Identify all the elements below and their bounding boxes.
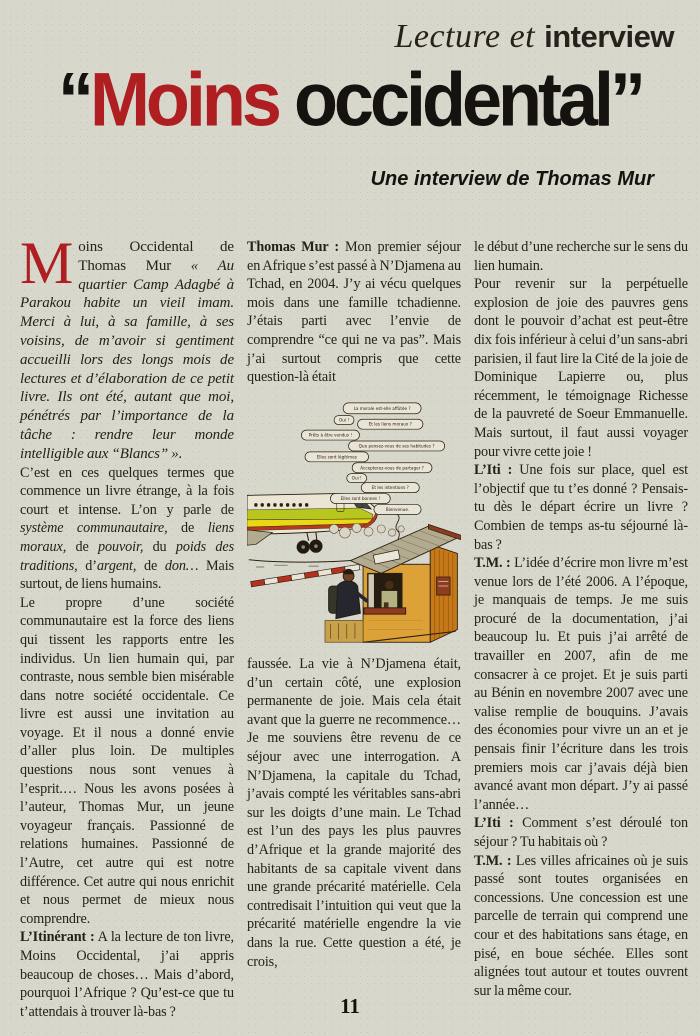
speech-bubble-text: Oui ! — [351, 475, 362, 481]
speech-bubble — [352, 462, 432, 472]
text-run: Mon premier séjour en Afrique s’est passé à N’Djamena au Tchad, en 2004. J’y ai vécu quelques mois dans une famille tchadienne. J’étais parti avec l’envie de comprendre “ce qui ne va pas”. Mais j’ai surtout compris que cette question-là était — [247, 239, 461, 386]
text-run: L’Itinérant : — [20, 929, 95, 946]
text-run: Thomas Mur : — [247, 239, 339, 255]
speech-bubble-text: Bienvenue. — [385, 506, 410, 512]
text-run: de — [136, 557, 165, 574]
text-run: oins Occidental de Thomas Mur — [78, 239, 234, 274]
customs-cartoon-illustration — [247, 392, 461, 651]
text-run: de — [66, 538, 98, 555]
text-run: T.M. : — [474, 852, 512, 869]
customs-booth — [350, 524, 461, 642]
text-run: argent, — [96, 557, 137, 574]
text-run: Comment s’est déroulé ton séjour ? Tu habitais où ? — [474, 815, 688, 850]
title-open-quote: “ — [57, 57, 90, 143]
speech-bubble-text: Prêts à être vendus ! — [308, 432, 353, 438]
paragraph — [474, 238, 688, 275]
speech-bubble-text: Accepterez-vous de partager ? — [360, 465, 424, 471]
speech-bubble — [374, 504, 421, 514]
speech-bubble — [347, 473, 367, 482]
paragraph — [474, 554, 688, 814]
kicker-bold-text: interview — [544, 19, 674, 54]
text-run: liens moraux, — [20, 520, 234, 555]
text-run: le début d’une recherche sur le sens du lien humain. — [474, 239, 688, 274]
paragraph — [20, 230, 235, 464]
paragraph — [474, 852, 688, 1001]
text-run: don… — [164, 557, 199, 574]
kicker-italic-text: Lecture et — [394, 18, 545, 55]
speech-bubble — [343, 403, 421, 414]
paragraph — [474, 461, 688, 554]
text-run: Les villes africaines où je suis passé sont toutes organisées en concessions. Une concession est une parcelle de terrain qui comprend une cour et des habitations sans étage, en pisé, en boue séchée. Elles sont alignées tout autour et toutes ouvrent sur la même cour. — [474, 852, 688, 999]
paragraph — [247, 238, 461, 387]
speech-bubble-text: Que pensez-vous de ses habitudes ? — [358, 443, 435, 449]
text-run: d’ — [77, 557, 97, 574]
column-3 — [474, 238, 688, 1021]
text-run: A la lecture de ton livre, Moins Occidental, j’ai appris beaucoup de choses… Mais d’abord, pourquoi l’Afrique ? Qu’est-ce que tu t’attendais à trouver là-bas ? — [20, 929, 234, 1020]
speech-bubble-text: Et les intentions ? — [371, 484, 409, 490]
column-2-top — [247, 238, 461, 387]
paragraph — [474, 275, 688, 461]
speech-bubble — [349, 441, 445, 451]
column-2 — [247, 238, 461, 1021]
speech-bubble — [301, 430, 359, 440]
speech-bubble — [361, 482, 419, 492]
text-run: C’est en ces quelques termes que commence un livre étrange, à la fois court et intense. L’on y parle de — [20, 464, 234, 518]
text-run: L’Iti : — [474, 462, 513, 479]
text-run: faussée. La vie à N’Djamena était, d’un certain côté, une explosion permanente de joie. Mais cela était avant que la guerre ne recommence… Je me souviens être revenu de ce séjour avec une interrogation. A N’Djamena, la capitale du Tchad, j’avais compté les véritables sans-abri sur les doigts d’une main. Le Tchad est l’un des pays les plus pauvres d’Afrique et la grande majorité des habitants de sa capitale vivent dans une grande précarité matérielle. Cela contredisait l’intuition qui veut que la précarité matérielle engendre la vie dans la rue. Cette question a été, je crois, — [247, 656, 461, 970]
title-word-red: Moins — [89, 57, 278, 143]
speech-bubble — [334, 415, 354, 424]
speech-bubble-text: La morale est-elle affûtée ? — [353, 405, 411, 411]
section-kicker — [394, 18, 674, 56]
article-title — [0, 57, 700, 143]
article-body — [20, 230, 688, 1021]
paragraph — [20, 928, 234, 1021]
speech-bubble — [358, 419, 423, 429]
text-run: pouvoir, — [97, 538, 144, 555]
speech-bubble-text: Elles sont légitimes — [316, 454, 357, 460]
text-run: Pour revenir sur la perpétuelle explosion de joie des pauvres gens dont le pouvoir d’achat est peut-être dix fois inférieur à celui d’un sans-abri parisien, il faut lire la Cité de la joie de Dominique Lapierre ou, plus récemment, le témoignage Richesse de la pauvreté de Soeur Emmanuelle. Mais surtout, il faut aussi voyager pour vivre cette joie ! — [474, 276, 688, 460]
text-run: L’Iti : — [474, 815, 514, 832]
paragraph — [247, 655, 461, 971]
counter-ledge — [364, 608, 406, 614]
speech-bubble — [305, 452, 368, 462]
text-run: du — [143, 538, 176, 555]
ground-lines — [249, 559, 360, 566]
text-run: L’idée d’écrire mon livre m’est venue lors de l’été 2006. A l’époque, je manquais de temps. Je me suis procuré de la documentation, j’ai beaucoup lu. Et puis j’ai arrêté de travailler en 2007, afin de me consacrer à ce projet. Et je suis parti au Bénin en novembre 2007 avec une valise remplie de bouquins. J’avais des économies pour vivre un an et je pensais finir l’écriture dans les trois premiers mois car j’avais déjà bien avancé avant mon départ. J’y ai passé l’année… — [474, 555, 688, 813]
paragraph — [20, 594, 234, 929]
drop-cap: M — [20, 230, 74, 296]
speech-bubble-text: Elles sont bonnes ! — [340, 495, 381, 501]
text-run: « Au quartier Camp Adagbé à Parakou habite un vieil imam. Merci à lui, à sa famille, à ses voisins, de m’avoir si gentiment accueilli lors des longs mois de lectures et d’élaboration de ce petit livre. Ils ont été, autant que moi, pénétrés par l’importance de la tâche : rendre leur monde intelligible aux “Blancs” ». — [20, 257, 235, 462]
paragraph — [474, 814, 688, 851]
column-2-bottom — [247, 655, 461, 971]
speech-bubble-text: Oui ! — [338, 417, 350, 423]
text-run: Mais surtout, de liens humains. — [20, 557, 234, 593]
paragraph — [20, 464, 234, 594]
page-number: 11 — [340, 994, 360, 1018]
text-run: Le propre d’une société communautaire est la force des liens qui tissent les rapports entre les individus. Un lien humain qui, par contraste, nous semble bien misérable dans notre société occidentale. Ce livre est aussi une invitation au voyage. Et il nous a donné envie d’aller plus loin. De multiples questions nous sont venues à l’esprit.… Nous les avons posées à l’auteur, Thomas Mur, un jeune voyageur français. Passionné de relations humaines. Passionné de l’Autre, cet autre qui est notre différence. Cet autre qui nous enrichit et nous permet de mieux nous comprendre. — [20, 594, 234, 927]
text-run: système communautaire, — [20, 520, 168, 537]
cartoon-svg — [247, 392, 461, 651]
title-word-black: occidental — [293, 57, 611, 143]
article-subtitle: Une interview de Thomas Mur — [370, 168, 654, 190]
traveler-figure — [325, 569, 368, 642]
customs-officer — [385, 580, 394, 589]
column-1 — [20, 230, 235, 1021]
speech-bubble — [330, 493, 390, 503]
cabin-windows — [254, 503, 308, 507]
text-run: Une fois sur place, quel est l’objectif que tu t’es donné ? Pensais-tu dès le départ écrire un livre ? Combien de temps as-tu séjourné là-bas ? — [474, 462, 688, 553]
text-run: de — [167, 520, 208, 537]
title-close-quote: ” — [610, 57, 643, 143]
text-run: poids des traditions, — [20, 538, 234, 574]
text-run: T.M. : — [474, 555, 511, 572]
speech-bubble-text: Et les liens moraux ? — [368, 421, 412, 427]
